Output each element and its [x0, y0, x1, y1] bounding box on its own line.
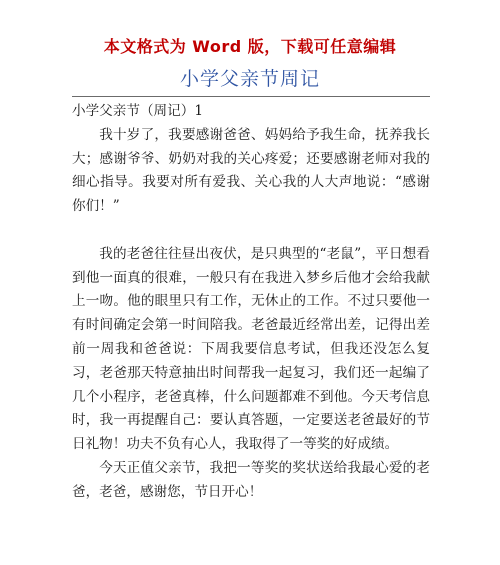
paragraph-3: 今天正值父亲节，我把一等奖的奖状送给我最心爱的老爸，老爸，感谢您，节日开心！: [72, 459, 430, 500]
document-body: [72, 100, 430, 505]
paragraph-2: 我的老爸往往昼出夜伏，是只典型的“老鼠”，平日想看到他一面真的很难，一般只有在我进入梦乡后他才会给我献上一吻。他的眼里只有工作，无休止的工作。不过只要他一有时间确定会第一时间陪我。老爸最近经常出差，记得出差前一周我和爸爸说：下周我要信息考试，但我还没怎么复习，老爸那天特意抽出时间帮我一起复习，我们还一起编了几个小程序，老爸真棒，什么问题都难不到他。今天考信息时，我一再提醒自己：要认真答题，一定要送老爸最好的节日礼物！功夫不负有心人，我取得了一等奖的好成绩。: [72, 245, 430, 453]
paragraph-gap: [72, 219, 430, 243]
document-title: 小学父亲节周记: [179, 68, 320, 90]
section-heading: 小学父亲节（周记）1: [72, 103, 203, 119]
format-banner: 本文格式为 Word 版，下载可任意编辑: [103, 37, 397, 56]
title-divider: [72, 96, 430, 97]
paragraph-1: 我十岁了，我要感谢爸爸、妈妈给予我生命，抚养我长大；感谢爷爷、奶奶对我的关心疼爱；还要感谢老师对我的细心指导。我要对所有爱我、关心我的人大声地说：“感谢你们！”: [72, 126, 430, 215]
